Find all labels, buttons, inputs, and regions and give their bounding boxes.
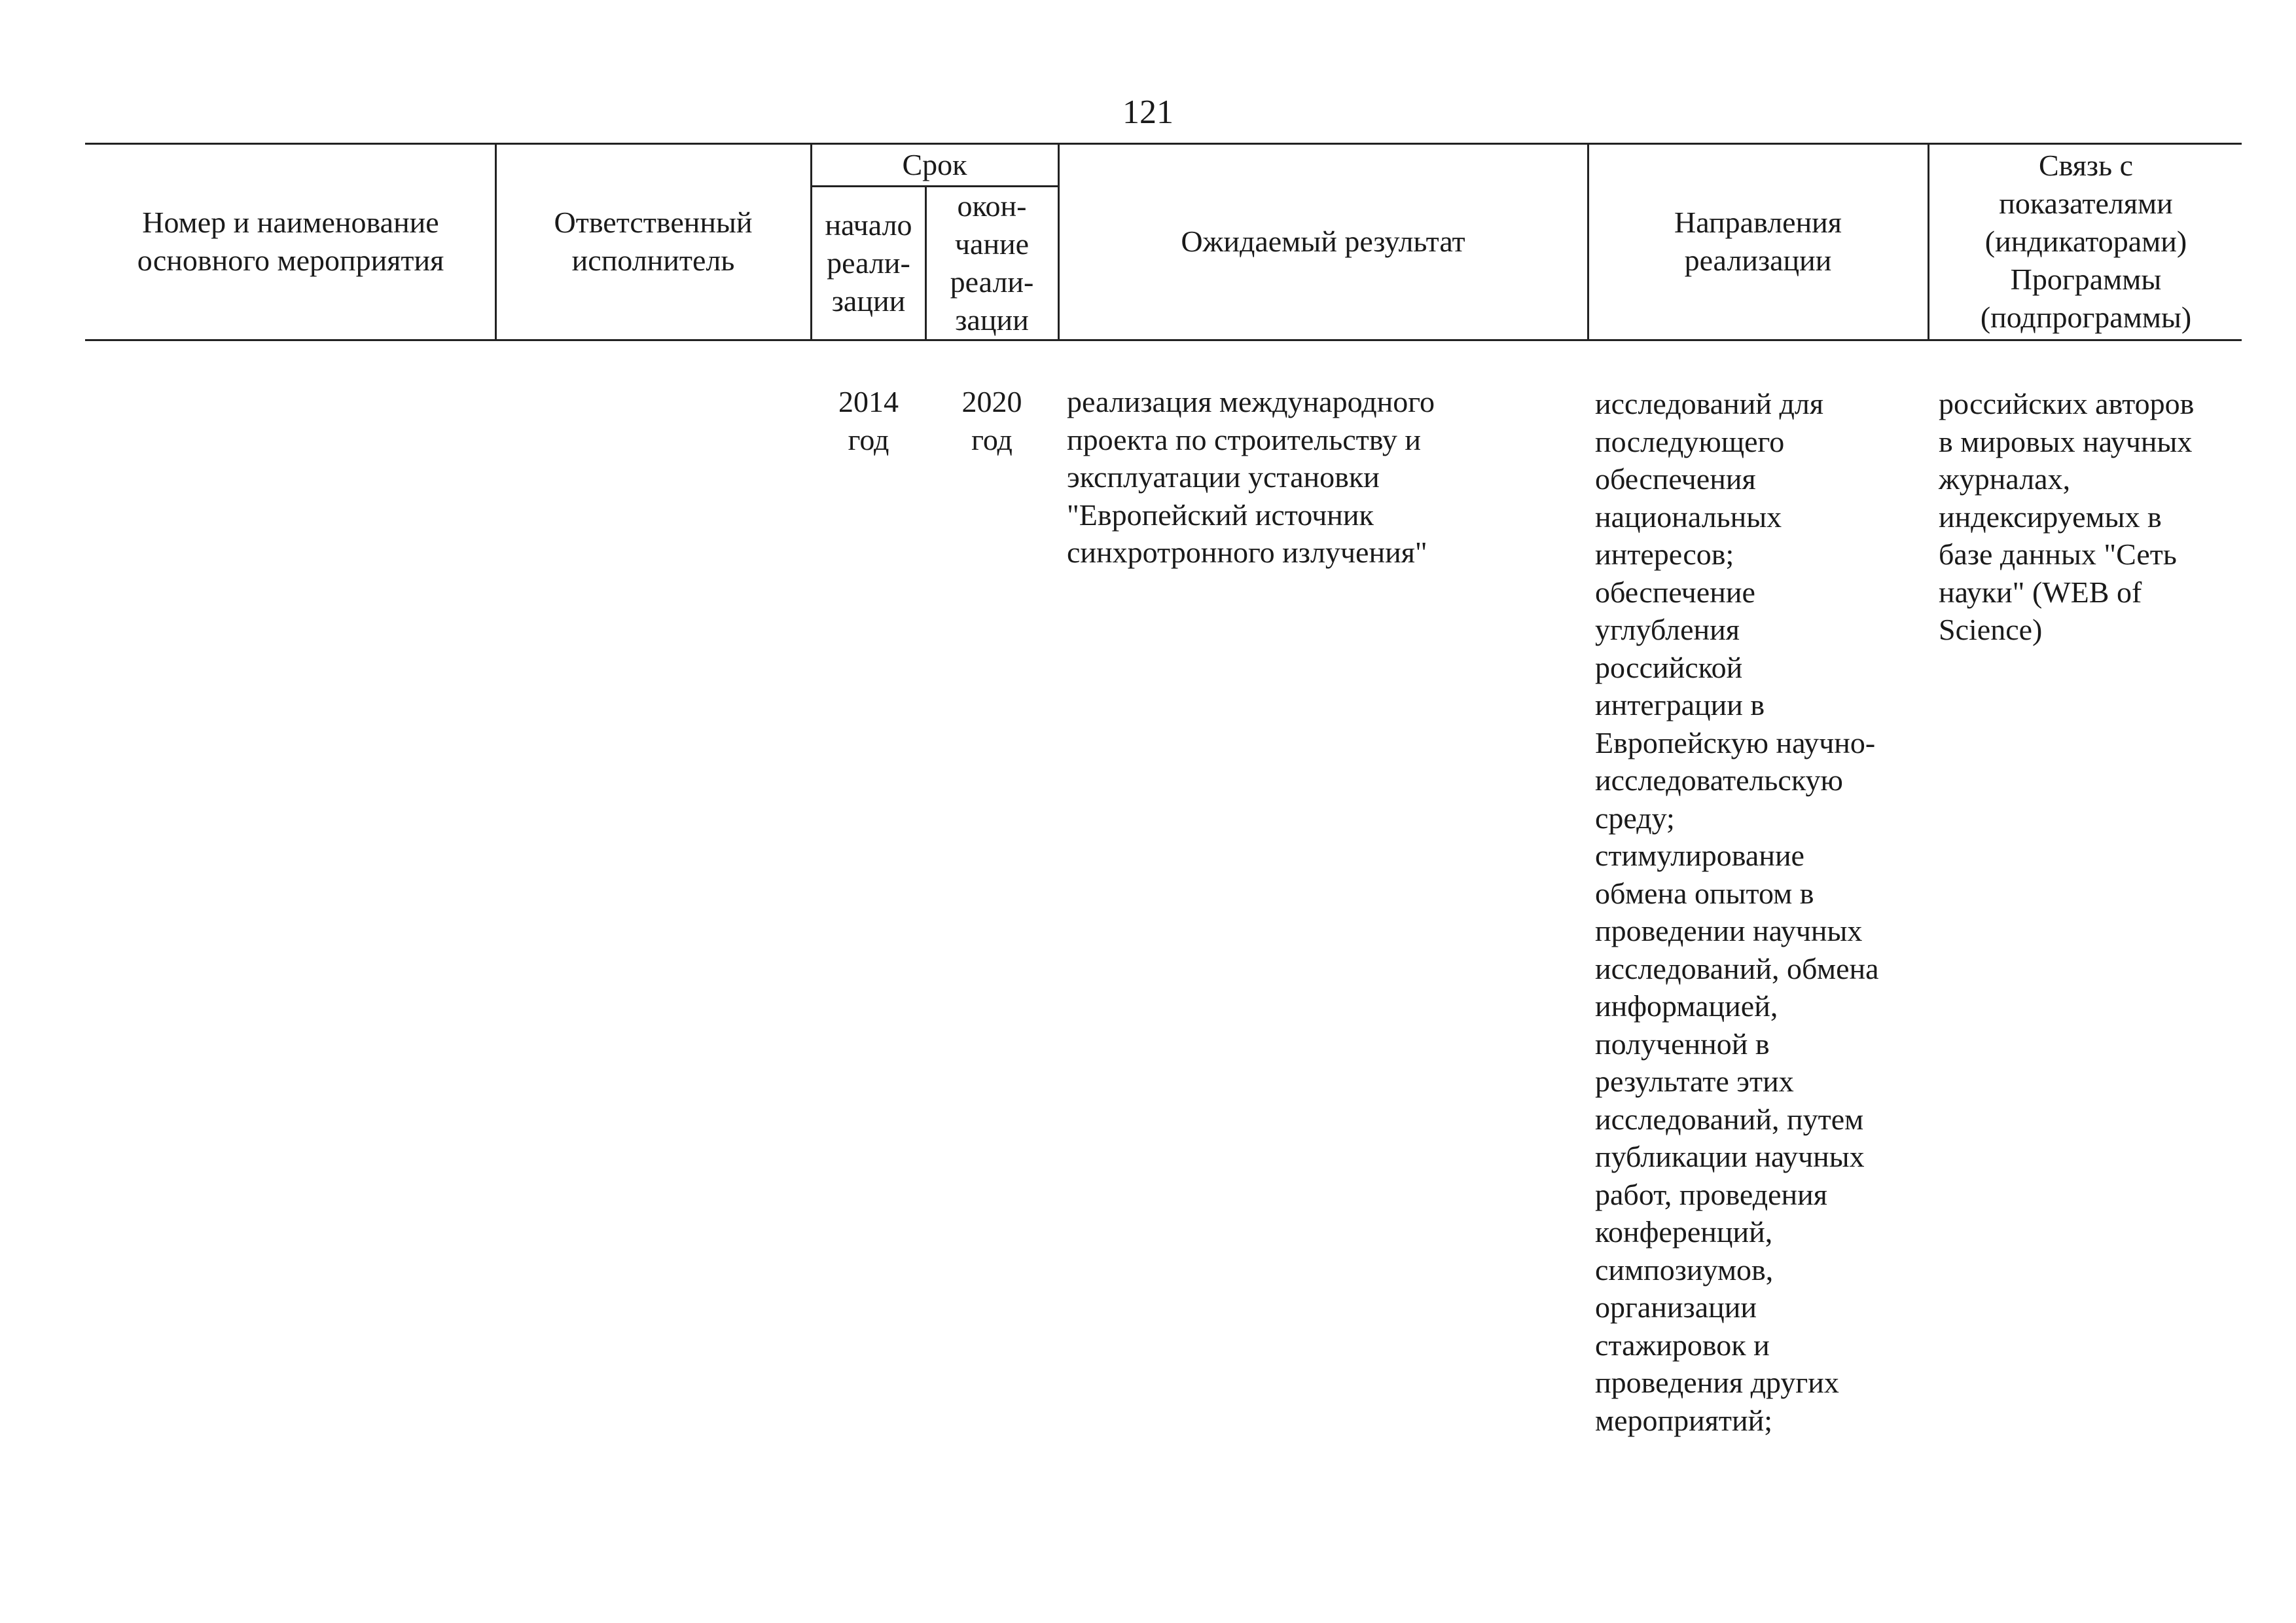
header-indicators: Связь с показателями (индикаторами) Программы (подпрограммы)	[1980, 149, 2192, 334]
row-directions: исследований для последующего обеспечения национальных интересов; обеспечение углубления российской интеграции в Европейскую научно- исследовательскую среду; стимулирование обмена опытом в проведении научных исследований, обмена информацией, полученной в результате этих исследований, путем публикации научных работ, проведения конференций, симпозиумов, организации стажировок и проведения других мероприятий;	[1595, 387, 1879, 1437]
row-indicators: российских авторов в мировых научных журналах, индексируемых в базе данных "Сеть науки" (WEB of Science)	[1939, 387, 2195, 646]
header-term: Срок	[902, 148, 967, 181]
table-top-rule	[85, 143, 2242, 145]
header-result: Ожидаемый результат	[1181, 225, 1465, 258]
col-divider-6	[1928, 143, 1929, 340]
col-divider-2	[810, 143, 812, 340]
page-number: 121	[1122, 94, 1174, 131]
header-executor: Ответственный исполнитель	[554, 206, 753, 277]
col-divider-3	[925, 185, 927, 340]
header-measure: Номер и наименование основного мероприятия	[137, 206, 444, 277]
col-divider-1	[495, 143, 497, 340]
header-bottom-rule	[85, 339, 2242, 341]
row-end: 2020 год	[961, 385, 1022, 456]
header-end: окон- чание реали- зации	[950, 189, 1034, 337]
header-directions: Направления реализации	[1674, 206, 1842, 277]
col-divider-4	[1058, 143, 1060, 340]
row-start: 2014 год	[838, 385, 899, 456]
header-start: начало реали- зации	[825, 208, 912, 318]
col-divider-5	[1587, 143, 1589, 340]
row-result: реализация международного проекта по строительству и эксплуатации установки "Европейский источник синхротронного излучения"	[1067, 385, 1435, 569]
